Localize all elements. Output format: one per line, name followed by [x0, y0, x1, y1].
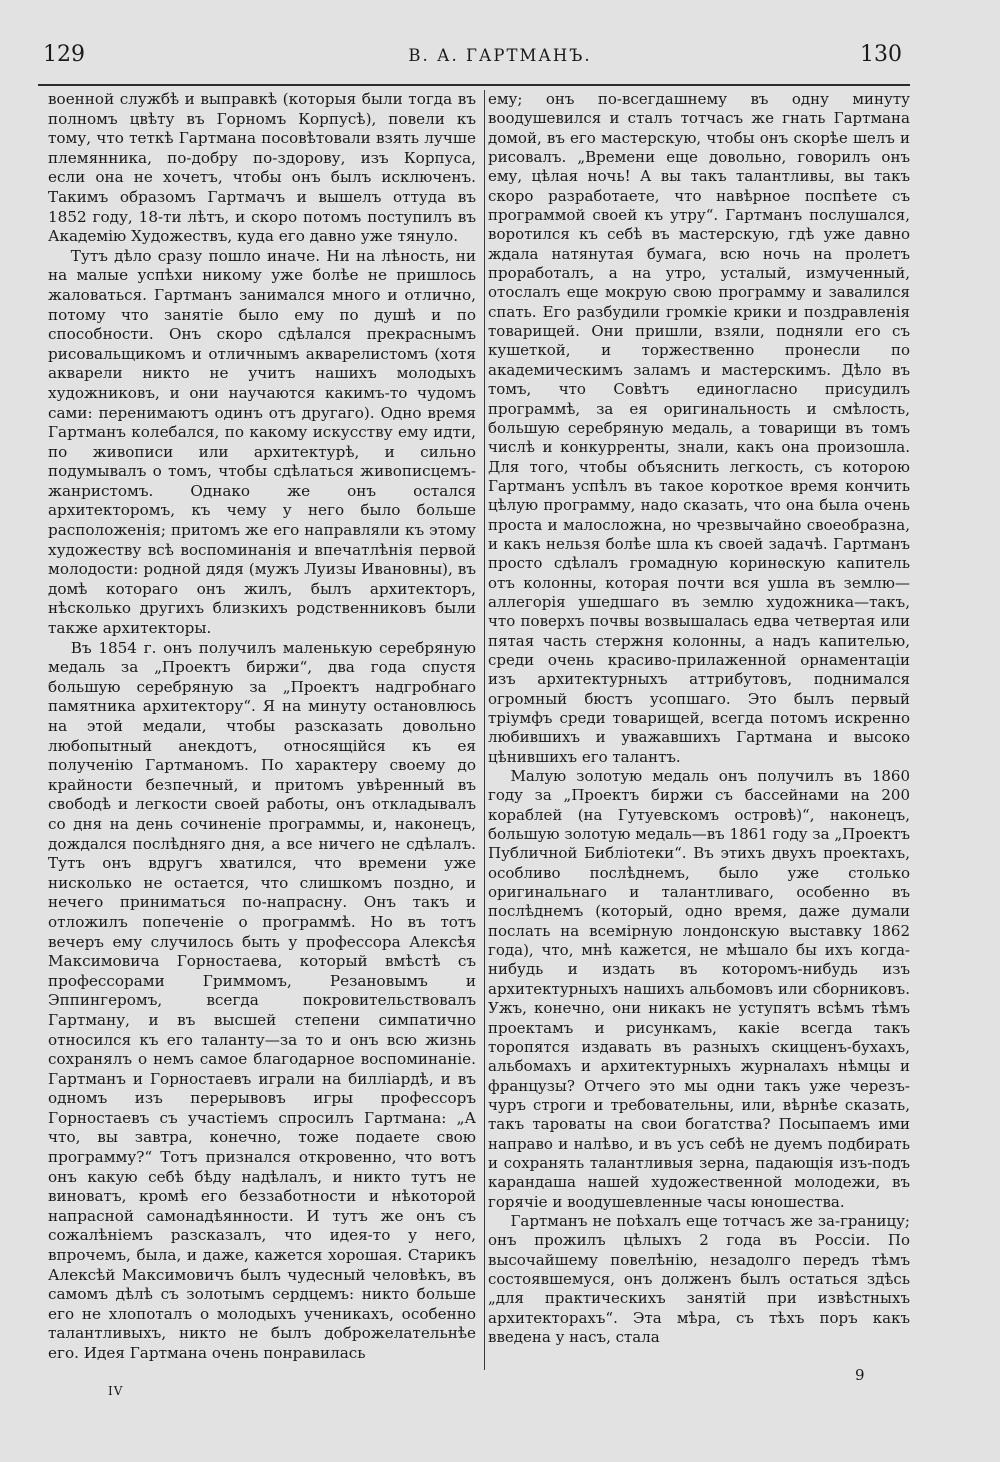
column-divider — [484, 90, 485, 1370]
paragraph: Малую золотую медаль онъ получилъ въ 1860 году за „Проектъ биржи съ бассейнами на 200 кораблей (на Гутуевскомъ островѣ)“, наконецъ, большую золотую медаль—въ 1861 году за „Проектъ Публичной Библіотеки“. Въ этихъ двухъ проектахъ, особливо послѣднемъ, было уже столько оригинальнаго и талантливаго, особенно въ послѣднемъ (который, одно время, даже думали послать на всемірную лондонскую выставку 1862 года), что, мнѣ кажется, не мѣшало бы ихъ когда-нибудь и издать въ которомъ-нибудь изъ архитектурныхъ нашихъ альбомовъ или сборниковъ. Ужъ, конечно, они никакъ не уступятъ всѣмъ тѣмъ проектамъ и рисункамъ, какіе всегда такъ торопятся издавать въ разныхъ скицценъ-бухахъ, альбомахъ и архитектурныхъ журналахъ нѣмцы и французы? Отчего это мы одни такъ уже черезъ-чуръ строги и требовательны, или, вѣрнѣе сказать, такъ тароваты на свои богатства? Посыпаемъ ими направо и налѣво, и въ усъ себѣ не дуемъ подбирать и сохранять талантливыя зерна, падающія изъ-подъ карандаша нашей художественной молодежи, въ горячіе и воодушевленные часы юношества. — [488, 767, 910, 1211]
right-column — [488, 90, 910, 1347]
paragraph: военной службѣ и выправкѣ (которыя были тогда въ полномъ цвѣту въ Горномъ Корпусѣ), повели къ тому, что теткѣ Гартмана посовѣтовали взять лучше племянника, по-добру по-здорову, изъ Корпуса, если она не хочетъ, чтобы онъ былъ исключенъ. Такимъ образомъ Гартмачъ и вышелъ оттуда въ 1852 году, 18-ти лѣтъ, и скоро потомъ поступилъ въ Академію Художествъ, куда его давно уже тянуло. — [48, 90, 476, 246]
signature-mark-left: IV — [108, 1384, 124, 1398]
running-title: В. А. ГАРТМАНЪ. — [408, 46, 592, 65]
header-rule — [38, 84, 910, 86]
paragraph: Гартманъ не поѣхалъ еще тотчасъ же за-границу; онъ прожилъ цѣлыхъ 2 года въ Россіи. По высочайшему повелѣнію, незадолго передъ тѣмъ состоявшемуся, онъ долженъ былъ остаться здѣсь „для практическихъ занятій при извѣстныхъ архитекторахъ“. Эта мѣра, съ тѣхъ поръ какъ введена у насъ, стала — [488, 1211, 910, 1346]
page-number-left: 129 — [43, 42, 85, 67]
paragraph: Въ 1854 г. онъ получилъ маленькую серебряную медаль за „Проектъ биржи“, два года спустя большую серебряную за „Проектъ надгробнаго памятника архитектору“. Я на минуту остановлюсь на этой медали, чтобы разсказать довольно любопытный анекдотъ, относящійся къ ея полученію Гартманомъ. По характеру своему до крайности безпечный, и притомъ увѣренный въ свободѣ и легкости своей работы, онъ откладывалъ со дня на день сочиненіе программы, и, наконецъ, дождался послѣдняго дня, а все ничего не сдѣлалъ. Тутъ онъ вдругъ хватился, что времени уже нисколько не остается, что слишкомъ поздно, и нечего приниматься по-напрасну. Онъ такъ и отложилъ попеченіе о программѣ. Но въ тотъ вечеръ ему случилось быть у профессора Алексѣя Максимовича Горностаева, который вмѣстѣ съ профессорами Гриммомъ, Резановымъ и Эппингеромъ, всегда покровительствовалъ Гартману, и въ высшей степени симпатично относился къ его таланту—за то и онъ всю жизнь сохранялъ о немъ самое благодарное воспоминаніе. Гартманъ и Горностаевъ играли на билліардѣ, и въ одномъ изъ перерывовъ игры профессоръ Горностаевъ съ участіемъ спросилъ Гартмана: „А что, вы завтра, конечно, тоже подаете свою программу?“ Тотъ признался откровенно, что вотъ онъ какую себѣ бѣду надѣлалъ, и никто тутъ не виноватъ, кромѣ его беззаботности и нѣкоторой напрасной самонадѣянности. И тутъ же онъ съ сожалѣніемъ разсказалъ, что идея-то у него, впрочемъ, была, и даже, кажется хорошая. Старикъ Алексѣй Максимовичъ былъ чудесный человѣкъ, въ самомъ дѣлѣ съ золотымъ сердцемъ: никто больше его не хлопоталъ о молодыхъ ученикахъ, особенно талантливыхъ, никто не былъ доброжелательнѣе его. Идея Гартмана очень понравилась — [48, 638, 476, 1362]
signature-mark-right: 9 — [855, 1366, 865, 1384]
paragraph: ему; онъ по-всегдашнему въ одну минуту воодушевился и сталъ тотчасъ же гнать Гартмана домой, въ его мастерскую, чтобы онъ скорѣе шелъ и рисовалъ. „Времени еще довольно, говорилъ онъ ему, цѣлая ночь! А вы такъ талантливы, вы такъ скоро разработаете, что навѣрное поспѣете съ программой своей къ утру“. Гартманъ послушался, воротился къ себѣ въ мастерскую, гдѣ уже давно ждала натянутая бумага, всю ночь на пролетъ проработалъ, а на утро, усталый, измученный, отослалъ еще мокрую свою программу и завалился спать. Его разбудили громкіе крики и поздравленія товарищей. Они пришли, взяли, подняли его съ кушеткой, и торжественно пронесли по академическимъ заламъ и мастерскимъ. Дѣло въ томъ, что Совѣтъ единогласно присудилъ программѣ, за ея оригинальность и смѣлость, большую серебряную медаль, а товарищи въ томъ числѣ и конкурренты, знали, какъ она произошла. Для того, чтобы объяснить легкость, съ которою Гартманъ успѣлъ въ такое короткое время кончить цѣлую программу, надо сказать, что она была очень проста и малосложна, но чрезвычайно своеобразна, и какъ нельзя болѣе шла къ своей задачѣ. Гартманъ просто сдѣлалъ громадную коринѳскую капитель отъ колонны, которая почти вся ушла въ землю—аллегорія ушедшаго въ землю художника—такъ, что поверхъ почвы возвышалась едва четвертая или пятая часть стержня колонны, а надъ капителью, среди очень красиво-прилаженной орнаментаціи изъ архитектурныхъ аттрибутовъ, поднимался огромный бюстъ усопшаго. Это былъ первый тріумфъ среди товарищей, всегда потомъ искренно любившихъ и уважавшихъ Гартмана и высоко цѣнившихъ его талантъ. — [488, 90, 910, 766]
page-number-right: 130 — [860, 42, 902, 67]
left-column — [48, 90, 476, 1364]
paragraph: Тутъ дѣло сразу пошло иначе. Ни на лѣность, ни на малые успѣхи никому уже болѣе не пришлось жаловаться. Гартманъ занимался много и отлично, потому что занятіе было ему по душѣ и по способности. Онъ скоро сдѣлался прекраснымъ рисовальщикомъ и отличнымъ акварелистомъ (хотя акварели никто не учитъ нашихъ молодыхъ художниковъ, и они научаются какимъ-то чудомъ сами: перенимаютъ одинъ отъ другаго). Одно время Гартманъ колебался, по какому искусству ему идти, по живописи или архитектурѣ, и сильно подумывалъ о томъ, чтобы сдѣлаться живописцемъ-жанристомъ. Однако же онъ остался архитекторомъ, къ чему у него было больше расположенія; притомъ же его направляли къ этому художеству всѣ воспоминанія и впечатлѣнія первой молодости: родной дядя (мужъ Луизы Ивановны), въ домѣ котораго онъ жилъ, былъ архитекторъ, нѣсколько другихъ близкихъ родственниковъ были также архитекторы. — [48, 246, 476, 638]
